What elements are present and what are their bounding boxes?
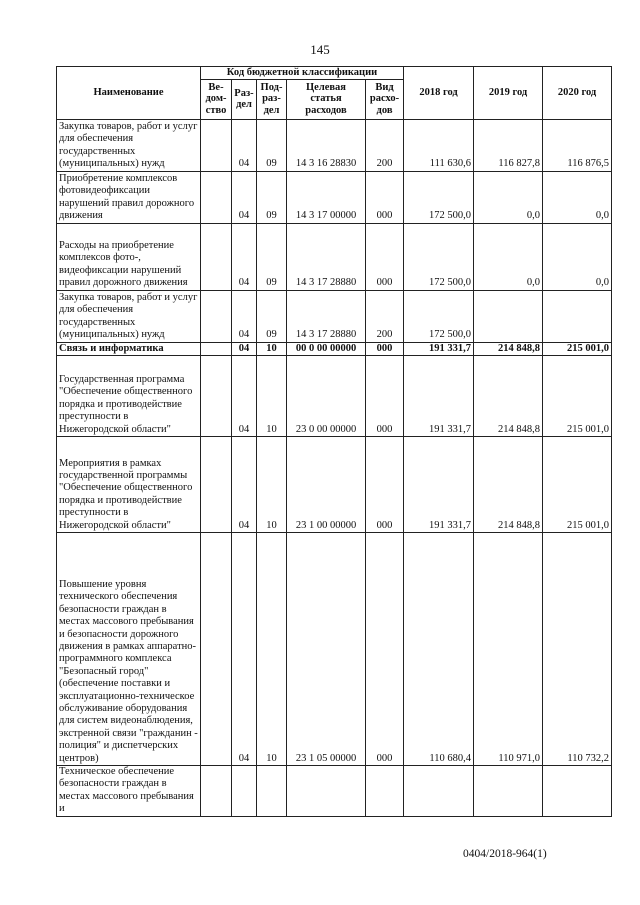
cell-2020 [543,290,612,342]
cell-expense-type: 200 [366,119,404,171]
header-year-2020: 2020 год [543,67,612,120]
cell-2020 [543,766,612,817]
cell-razdel [232,766,257,817]
cell-podrazdel: 09 [257,290,287,342]
table-row [57,171,612,223]
table-row [57,533,612,766]
cell-target-article: 23 0 00 00000 [287,356,366,437]
cell-2019 [474,766,543,817]
cell-podrazdel: 10 [257,437,287,533]
cell-expense-type: 000 [366,171,404,223]
cell-vedomstvo [201,171,232,223]
table-row [57,342,612,355]
cell-2019: 110 971,0 [474,533,543,766]
header-vedomstvo: Ве- дом- ство [201,79,232,119]
cell-expense-type: 200 [366,290,404,342]
cell-razdel: 04 [232,119,257,171]
cell-2020: 110 732,2 [543,533,612,766]
cell-name: Техническое обеспечение безопасности граждан в местах массового пребывания и [57,766,201,817]
cell-podrazdel: 09 [257,223,287,290]
cell-podrazdel: 09 [257,119,287,171]
cell-2019: 0,0 [474,171,543,223]
cell-target-article: 14 3 17 28880 [287,223,366,290]
header-podrazdel: Под- раз- дел [257,79,287,119]
table-row [57,119,612,171]
cell-vedomstvo [201,766,232,817]
cell-2019: 214 848,8 [474,356,543,437]
cell-2018: 191 331,7 [404,356,474,437]
cell-2020: 215 001,0 [543,342,612,355]
cell-2018: 172 500,0 [404,290,474,342]
cell-name: Расходы на приобретение комплексов фото-, видеофиксации нарушений правил дорожного движения [57,223,201,290]
header-razdel: Раз- дел [232,79,257,119]
cell-target-article: 23 1 05 00000 [287,533,366,766]
cell-expense-type [366,766,404,817]
cell-razdel: 04 [232,437,257,533]
cell-vedomstvo [201,223,232,290]
header-name: Наименование [57,67,201,120]
cell-vedomstvo [201,356,232,437]
cell-razdel: 04 [232,342,257,355]
cell-2019: 214 848,8 [474,342,543,355]
cell-vedomstvo [201,533,232,766]
cell-target-article: 14 3 17 00000 [287,171,366,223]
cell-podrazdel: 10 [257,356,287,437]
table-row [57,766,612,817]
cell-name: Мероприятия в рамках государственной программы "Обеспечение общественного порядка и противодействие преступности в Нижегородской области" [57,437,201,533]
document-code: 0404/2018-964(1) [463,848,547,860]
cell-2020: 116 876,5 [543,119,612,171]
cell-2018: 191 331,7 [404,342,474,355]
cell-target-article: 23 1 00 00000 [287,437,366,533]
table-row [57,223,612,290]
budget-table [56,66,612,817]
cell-vedomstvo [201,437,232,533]
cell-vedomstvo [201,342,232,355]
header-year-2018: 2018 год [404,67,474,120]
cell-2020: 215 001,0 [543,356,612,437]
header-year-2019: 2019 год [474,67,543,120]
cell-2020: 215 001,0 [543,437,612,533]
cell-vedomstvo [201,290,232,342]
cell-podrazdel: 10 [257,533,287,766]
table-row [57,356,612,437]
cell-razdel: 04 [232,356,257,437]
table-row [57,437,612,533]
cell-2019: 0,0 [474,223,543,290]
cell-2020: 0,0 [543,171,612,223]
cell-vedomstvo [201,119,232,171]
cell-2019: 116 827,8 [474,119,543,171]
cell-target-article: 14 3 16 28830 [287,119,366,171]
cell-razdel: 04 [232,533,257,766]
cell-expense-type: 000 [366,356,404,437]
cell-2018: 172 500,0 [404,223,474,290]
cell-name: Государственная программа "Обеспечение общественного порядка и противодействие преступности в Нижегородской области" [57,356,201,437]
cell-name: Приобретение комплексов фотовидеофиксации нарушений правил дорожного движения [57,171,201,223]
cell-expense-type: 000 [366,223,404,290]
cell-target-article [287,766,366,817]
cell-razdel: 04 [232,290,257,342]
cell-expense-type: 000 [366,437,404,533]
cell-razdel: 04 [232,223,257,290]
table-row [57,290,612,342]
cell-2018 [404,766,474,817]
cell-podrazdel: 10 [257,342,287,355]
cell-2020: 0,0 [543,223,612,290]
cell-name: Закупка товаров, работ и услуг для обеспечения государственных (муниципальных) нужд [57,119,201,171]
cell-2018: 191 331,7 [404,437,474,533]
cell-name: Повышение уровня технического обеспечения безопасности граждан в местах массового пребывания и безопасности дорожного движения в рамках аппаратно-программного комплекса "Безопасный город" (обеспечение поставки и эксплуатационно-техническое обслуживание оборудования для систем видеонаблюдения, экстренной связи "гражданин - полиция" и диспетчерских центров) [57,533,201,766]
cell-expense-type: 000 [366,342,404,355]
cell-target-article: 14 3 17 28880 [287,290,366,342]
header-target-article: Целевая статья расходов [287,79,366,119]
cell-podrazdel [257,766,287,817]
cell-expense-type: 000 [366,533,404,766]
cell-2018: 110 680,4 [404,533,474,766]
header-budget-code-group: Код бюджетной классификации [201,67,404,80]
cell-2018: 111 630,6 [404,119,474,171]
cell-razdel: 04 [232,171,257,223]
cell-2019 [474,290,543,342]
cell-podrazdel: 09 [257,171,287,223]
cell-2019: 214 848,8 [474,437,543,533]
page-number: 145 [310,42,330,57]
header-expense-type: Вид расхо- дов [366,79,404,119]
cell-name: Связь и информатика [57,342,201,355]
cell-target-article: 00 0 00 00000 [287,342,366,355]
cell-name: Закупка товаров, работ и услуг для обеспечения государственных (муниципальных) нужд [57,290,201,342]
cell-2018: 172 500,0 [404,171,474,223]
